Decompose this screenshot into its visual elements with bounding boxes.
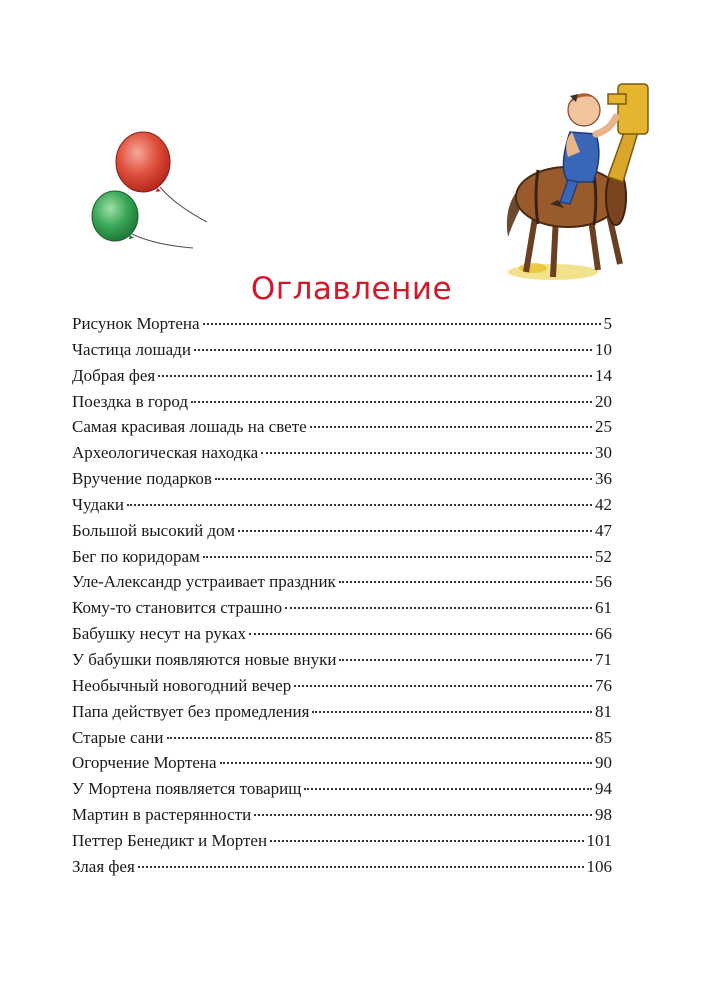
dot-leader <box>138 849 584 868</box>
toc-entry-title: Кому-то становится страшно <box>72 598 283 618</box>
toc-entry-page: 47 <box>595 520 612 540</box>
dot-leader <box>191 384 592 403</box>
toc-entry-page: 81 <box>595 701 612 721</box>
toc-entry-page: 85 <box>595 727 612 747</box>
dot-leader <box>254 797 592 816</box>
toc-entry-title: Злая фея <box>72 856 135 876</box>
toc-entry-page: 98 <box>595 805 612 825</box>
toc-entry-title: Папа действует без промедления <box>72 701 310 721</box>
toc-entry-page: 90 <box>595 753 612 773</box>
toc-entry-page: 76 <box>595 675 612 695</box>
toc-entry-title: Старые сани <box>72 727 164 747</box>
dot-leader <box>167 720 592 739</box>
toc-entry-title: Вручение подарков <box>72 469 212 489</box>
dot-leader <box>215 461 592 480</box>
dot-leader <box>285 590 592 609</box>
toc-entry-page: 30 <box>595 443 612 463</box>
dot-leader <box>304 771 592 790</box>
toc-entry-title: Огорчение Мортена <box>72 753 217 773</box>
toc-entry-page: 10 <box>595 339 612 359</box>
dot-leader <box>238 513 592 532</box>
toc-entry-title: У Мортена появляется товарищ <box>72 779 302 799</box>
dot-leader <box>339 564 592 583</box>
toc-entry-title: Чудаки <box>72 494 125 514</box>
dot-leader <box>312 694 592 713</box>
toc-entry-page: 52 <box>595 546 612 566</box>
toc-entry-page: 94 <box>595 779 612 799</box>
dot-leader <box>194 332 592 351</box>
toc-entry-page: 25 <box>595 417 612 437</box>
toc-entry[interactable] <box>72 853 612 879</box>
green-balloon <box>92 191 193 248</box>
toc-entry-title: Большой высокий дом <box>72 520 235 540</box>
toc-entry-title: Необычный новогодний вечер <box>72 675 292 695</box>
toc-entry-title: У бабушки появляются новые внуки <box>72 649 337 669</box>
toc-entry-page: 101 <box>586 830 612 850</box>
toc-entry-page: 61 <box>595 598 612 618</box>
toc-entry-page: 36 <box>595 469 612 489</box>
toc-entry-page: 71 <box>595 649 612 669</box>
toc-entry-title: Бег по коридорам <box>72 546 200 566</box>
dot-leader <box>339 642 592 661</box>
toc-entry-title: Бабушку несут на руках <box>72 624 246 644</box>
boy-on-barrel-horse-illustration <box>498 72 658 287</box>
toc-entry-title: Добрая фея <box>72 365 156 385</box>
toc-entry-page: 5 <box>603 314 612 333</box>
dot-leader <box>310 409 592 428</box>
toc-entry-title: Рисунок Мортена <box>72 314 200 333</box>
toc-entry-title: Уле-Александр устраивает праздник <box>72 572 336 592</box>
dot-leader <box>127 487 592 506</box>
dot-leader <box>203 539 592 558</box>
toc-entry-page: 42 <box>595 494 612 514</box>
dot-leader <box>249 616 592 635</box>
toc-entry-title: Археологическая находка <box>72 443 259 463</box>
toc-entry-page: 14 <box>595 365 612 385</box>
toc-entry-page: 56 <box>595 572 612 592</box>
toc-entry-title: Поездка в город <box>72 391 189 411</box>
dot-leader <box>203 306 601 325</box>
dot-leader <box>220 745 592 764</box>
dot-leader <box>270 823 583 842</box>
toc-entry-title: Мартин в растерянности <box>72 805 252 825</box>
balloons-illustration <box>85 120 215 260</box>
dot-leader <box>294 668 592 687</box>
dot-leader <box>158 358 592 377</box>
toc-entry-page: 106 <box>586 856 612 876</box>
toc-entry-title: Частица лошади <box>72 339 191 359</box>
toc-entry-page: 66 <box>595 624 612 644</box>
toc-entry-title: Петтер Бенедикт и Мортен <box>72 830 268 850</box>
toc-entry-title: Самая красивая лошадь на свете <box>72 417 307 437</box>
dot-leader <box>261 435 592 454</box>
toc-entry-page: 20 <box>595 391 612 411</box>
page-title: Оглавление <box>250 270 453 307</box>
table-of-contents <box>72 310 612 879</box>
